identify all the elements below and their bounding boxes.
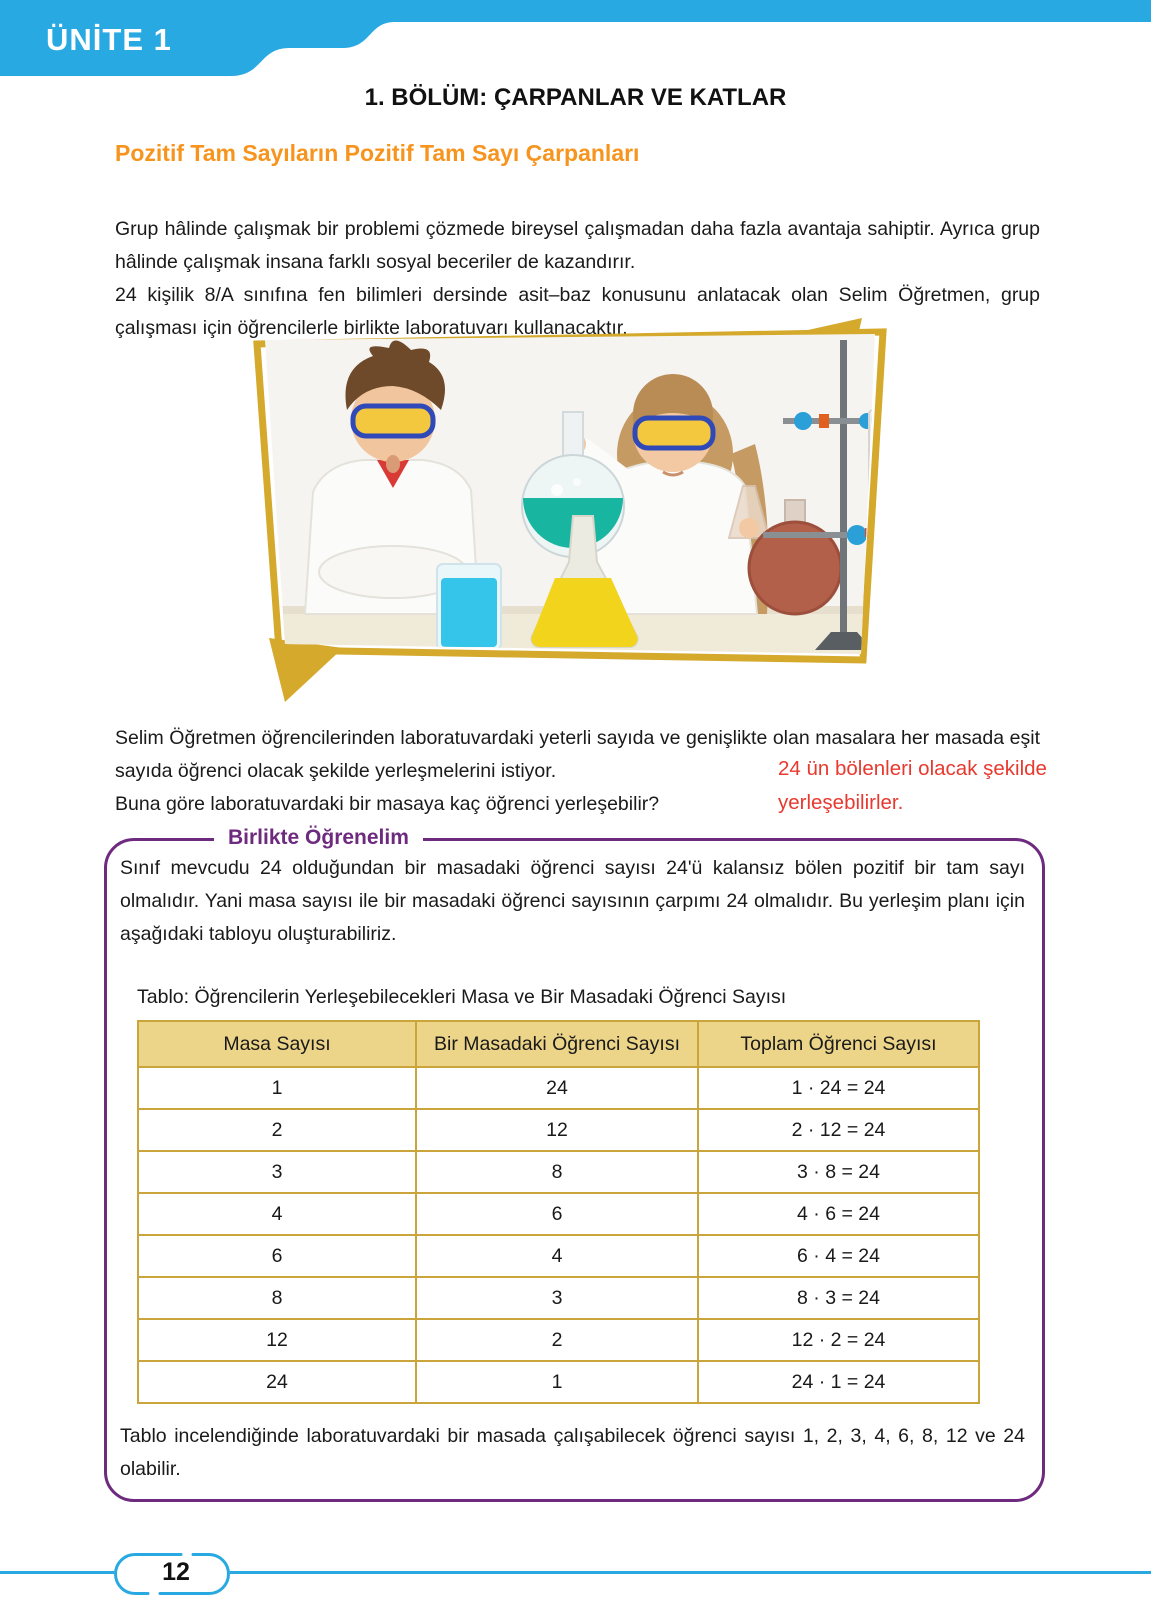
table-cell: 6 · 4 = 24: [698, 1235, 979, 1277]
table-cell: 1: [416, 1361, 698, 1403]
table-cell: 4 · 6 = 24: [698, 1193, 979, 1235]
unit-banner-shape: [0, 0, 1151, 80]
table-cell: 24: [416, 1067, 698, 1109]
table-cell: 4: [416, 1235, 698, 1277]
factors-table-body: [138, 1067, 979, 1403]
table-row: [138, 1235, 979, 1277]
unit-label: ÜNİTE 1: [46, 22, 172, 57]
table-cell: 1 · 24 = 24: [698, 1067, 979, 1109]
table-cell: 3 · 8 = 24: [698, 1151, 979, 1193]
lab-photo: [243, 314, 907, 706]
table-cell: 2: [138, 1109, 416, 1151]
table-row: [138, 1067, 979, 1109]
table-cell: 3: [416, 1277, 698, 1319]
table-cell: 24 · 1 = 24: [698, 1361, 979, 1403]
learn-box-body: Sınıf mevcudu 24 olduğundan bir masadaki öğrenci sayısı 24'ü kalansız bölen pozitif bir tam sayı olmalıdır. Yani masa sayısı ile bir masadaki öğrenci sayısının çarpımı 24 olmalıdır. Bu yerleşim planı için aşağıdaki tabloyu oluşturabiliriz.: [120, 857, 1025, 945]
column-header: Toplam Öğrenci Sayısı: [698, 1021, 979, 1067]
conclusion-text: Tablo incelendiğinde laboratuvardaki bir masada çalışabilecek öğrenci sayısı 1, 2, 3, 4, 6, 8, 12 ve 24 olabilir.: [120, 1425, 1025, 1480]
section-title: 1. BÖLÜM: ÇARPANLAR VE KATLAR: [364, 84, 787, 111]
table-cell: 8: [416, 1151, 698, 1193]
table-cell: 1: [138, 1067, 416, 1109]
page-number: 12: [162, 1558, 190, 1586]
table-cell: 8 · 3 = 24: [698, 1277, 979, 1319]
column-header: Bir Masadaki Öğrenci Sayısı: [416, 1021, 698, 1067]
table-row: [138, 1361, 979, 1403]
photo-illustration: [243, 314, 907, 706]
problem-paragraph: Selim Öğretmen öğrencilerinden laboratuvardaki yeterli sayıda ve genişlikte olan masalara her masada eşit sayıda öğrenci olacak şekilde yerleşmelerini istiyor.: [115, 726, 1040, 782]
table-cell: 12: [138, 1319, 416, 1361]
table-header-row: [138, 1021, 979, 1067]
learn-together-label: Birlikte Öğrenelim: [214, 822, 423, 854]
table-cell: 6: [416, 1193, 698, 1235]
table-row: [138, 1319, 979, 1361]
intro-paragraph-1: Grup hâlinde çalışmak bir problemi çözmede bireysel çalışmadan daha fazla avantaja sahiptir. Ayrıca grup hâlinde çalışmak insana farklı sosyal beceriler de kazandırır.: [115, 217, 1040, 273]
table-cell: 12 · 2 = 24: [698, 1319, 979, 1361]
table-cell: 4: [138, 1193, 416, 1235]
handwritten-answer-note: 24 ün bölenleri olacak şekilde yerleşebilirler.: [778, 757, 1047, 814]
table-cell: 2 · 12 = 24: [698, 1109, 979, 1151]
table-cell: 12: [416, 1109, 698, 1151]
factors-table: [137, 1020, 980, 1404]
table-caption: Tablo: Öğrencilerin Yerleşebilecekleri Masa ve Bir Masadaki Öğrenci Sayısı: [137, 986, 787, 1008]
table-row: [138, 1109, 979, 1151]
table-cell: 8: [138, 1277, 416, 1319]
table-cell: 3: [138, 1151, 416, 1193]
intro-paragraph-2: 24 kişilik 8/A sınıfına fen bilimleri dersinde asit–baz konusunu anlatacak olan Selim Öğretmen, grup çalışması için öğrencilerle birlikte laboratuvarı kullanacaktır.: [115, 283, 1040, 339]
table-cell: 2: [416, 1319, 698, 1361]
topic-heading: Pozitif Tam Sayıların Pozitif Tam Sayı Çarpanları: [115, 140, 640, 166]
table-row: [138, 1277, 979, 1319]
table-row: [138, 1151, 979, 1193]
table-cell: 6: [138, 1235, 416, 1277]
table-cell: 24: [138, 1361, 416, 1403]
table-row: [138, 1193, 979, 1235]
column-header: Masa Sayısı: [138, 1021, 416, 1067]
question-text: Buna göre laboratuvardaki bir masaya kaç öğrenci yerleşebilir?: [115, 792, 660, 815]
